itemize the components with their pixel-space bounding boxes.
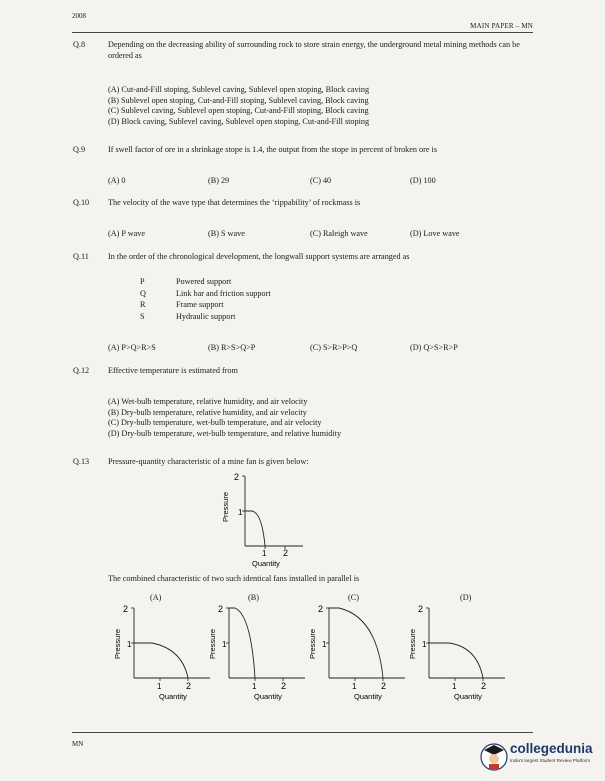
option-c-graph (305, 603, 415, 707)
svg-text:1: 1 (222, 640, 227, 649)
footer-divider (72, 732, 533, 733)
x-tick-label: 2 (283, 548, 289, 558)
header-year: 2008 (72, 12, 86, 20)
pq-curve (329, 608, 383, 678)
option: (D) Love wave (410, 229, 460, 238)
option: (D) Q>S>R>P (410, 343, 458, 352)
question-number: Q.9 (73, 145, 86, 154)
option: (B) S wave (208, 229, 245, 238)
question-text: In the order of the chronological development, the longwall support systems are arranged as (108, 252, 410, 261)
option: (D) 100 (410, 176, 436, 185)
option: (B) R>S>Q>P (208, 343, 256, 352)
question-number: Q.12 (73, 366, 90, 375)
question-text: If swell factor of ore in a shrinkage stope is 1.4, the output from the stope in percent of broken ore is (108, 145, 437, 154)
svg-text:2: 2 (218, 604, 224, 614)
option: (C) S>R>P>Q (310, 343, 358, 352)
option-d-graph (405, 603, 515, 707)
option-list (108, 85, 369, 127)
svg-text:2: 2 (381, 681, 387, 691)
svg-text:1: 1 (322, 640, 327, 649)
list-item: R Frame support (140, 300, 224, 309)
option-label: (D) (460, 593, 472, 602)
question-number: Q.8 (73, 40, 86, 49)
option: (A) Cut-and-Fill stoping, Sublevel caving, Sublevel open stoping, Block caving (108, 85, 370, 94)
list-item: S Hydraulic support (140, 311, 236, 321)
svg-text:1: 1 (422, 640, 427, 649)
svg-text:2: 2 (281, 681, 287, 691)
svg-text:1: 1 (157, 682, 162, 691)
question-text: Depending on the decreasing ability of surrounding rock to store strain energy, the underground metal mining methods can be ordered as (108, 40, 520, 60)
option: (C) Raleigh wave (310, 229, 368, 238)
question-text: Pressure-quantity characteristic of a mine fan is given below: (108, 457, 309, 466)
x-axis-label: Quantity (252, 559, 280, 568)
footer-code: MN (72, 740, 84, 748)
option: (C) Sublevel caving, Sublevel open stoping, Cut-and-Fill stoping, Block caving (108, 106, 369, 116)
option: (B) 29 (208, 176, 230, 185)
option: (A) P>Q>R>S (108, 343, 156, 352)
svg-text:Pressure: Pressure (208, 628, 217, 659)
svg-text:Quantity: Quantity (159, 692, 187, 701)
svg-text:1: 1 (252, 682, 257, 691)
header-divider (72, 32, 533, 33)
logo-name: collegedunia (510, 741, 593, 756)
list-item: Q Link bar and friction support (140, 288, 271, 298)
svg-text:Pressure: Pressure (408, 628, 417, 659)
svg-text:Quantity: Quantity (254, 692, 282, 701)
svg-text:2: 2 (481, 681, 487, 691)
option: (C) Dry-bulb temperature, wet-bulb temperature, and air velocity (108, 418, 322, 428)
y-tick-label: 1 (238, 508, 243, 517)
option: (C) 40 (310, 176, 332, 185)
svg-text:1: 1 (352, 682, 357, 691)
svg-text:2: 2 (418, 604, 424, 614)
pq-curve (429, 643, 483, 678)
question-text: The combined characteristic of two such identical fans installed in parallel is (108, 574, 360, 583)
svg-text:Pressure: Pressure (308, 628, 317, 659)
pq-curve (229, 608, 255, 678)
option: (D) Block caving, Sublevel caving, Sublevel open stoping, Cut-and-Fill stoping (108, 116, 370, 126)
question-text: The velocity of the wave type that determines the ‘rippability’ of rockmass is (108, 198, 361, 207)
option: (A) Wet-bulb temperature, relative humidity, and air velocity (108, 397, 308, 406)
fan-characteristic-graph (208, 468, 308, 574)
option: (B) Dry-bulb temperature, relative humidity, and air velocity (108, 407, 307, 417)
svg-text:Pressure: Pressure (113, 628, 122, 659)
support-list (140, 276, 271, 322)
x-tick-label: 1 (262, 549, 267, 558)
option-b-graph (205, 603, 315, 707)
svg-text:Quantity: Quantity (354, 692, 382, 701)
svg-text:2: 2 (123, 604, 129, 614)
option-label: (C) (348, 593, 359, 602)
pq-curve (134, 643, 188, 678)
svg-text:2: 2 (186, 681, 192, 691)
header-paper: MAIN PAPER – MN (470, 22, 533, 30)
question-number: Q.13 (73, 457, 90, 466)
question-number: Q.10 (73, 198, 90, 207)
svg-text:Quantity: Quantity (454, 692, 482, 701)
list-item: P Powered support (140, 277, 232, 286)
svg-text:2: 2 (318, 604, 324, 614)
option: (A) P wave (108, 229, 145, 238)
pq-curve (245, 511, 265, 546)
y-axis-label: Pressure (221, 491, 230, 522)
option-a-graph (110, 603, 220, 707)
y-tick-label: 2 (234, 472, 240, 482)
option-label: (B) (248, 593, 259, 602)
question-number: Q.11 (73, 252, 89, 261)
logo-tagline: India's largest Student Review Platform (510, 758, 591, 763)
svg-text:1: 1 (452, 682, 457, 691)
option-list (108, 397, 341, 439)
option: (A) 0 (108, 176, 126, 185)
svg-text:1: 1 (127, 640, 132, 649)
question-text: Effective temperature is estimated from (108, 366, 238, 375)
option-label: (A) (150, 593, 162, 602)
option: (B) Sublevel open stoping, Cut-and-Fill stoping, Sublevel caving, Block caving (108, 95, 369, 105)
option: (D) Dry-bulb temperature, wet-bulb temperature, and relative humidity (108, 428, 342, 438)
